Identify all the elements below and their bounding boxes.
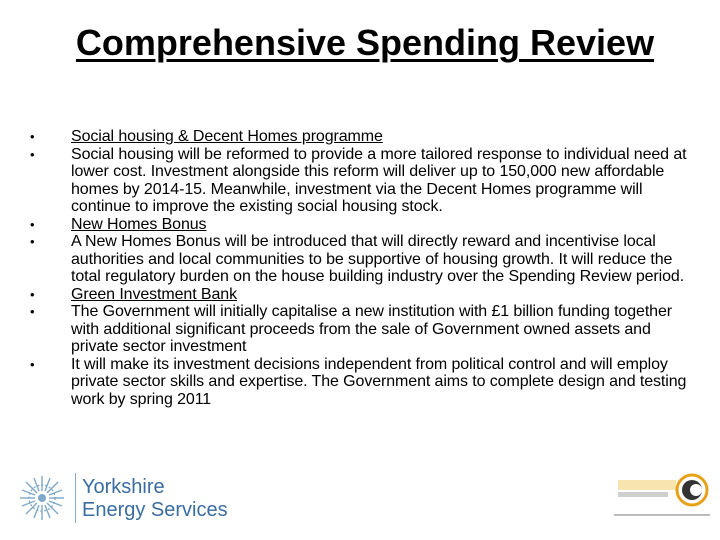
footer-divider	[75, 473, 76, 523]
bullet-icon: •	[30, 304, 35, 319]
bullet-icon: •	[30, 356, 35, 372]
bullet-text: It will make its investment decisions independent from political control and will employ private sector skills and expertise. The Government aims to complete design and testing work by spring 2011	[71, 355, 687, 408]
bullet-icon: •	[30, 286, 35, 302]
bullet-text: The Government will initially capitalise a new institution with £1 billion funding together with additional significant proceeds from the sale of Government owned assets and private sector investment	[71, 303, 673, 355]
bullet-item	[30, 128, 690, 146]
bullet-text: Social housing & Decent Homes programme	[71, 128, 383, 145]
bullet-item	[30, 356, 690, 409]
bullet-icon: •	[30, 234, 35, 249]
org-name	[82, 476, 228, 522]
org-name-line1: Yorkshire	[82, 476, 165, 498]
slide-title: Comprehensive Spending Review	[75, 22, 655, 63]
bullet-list	[30, 128, 690, 408]
bullet-item	[30, 233, 690, 286]
org-name-line2: Energy Services	[82, 499, 228, 521]
bullet-item	[30, 146, 690, 216]
bullet-item	[30, 286, 690, 304]
partner-logo-icon	[612, 468, 712, 524]
bullet-icon: •	[30, 129, 35, 144]
bullet-item	[30, 216, 690, 234]
bullet-item	[30, 303, 690, 356]
bullet-text: Green Investment Bank	[71, 285, 237, 303]
bullet-icon: •	[30, 146, 35, 162]
bullet-icon: •	[30, 216, 35, 232]
bullet-text: A New Homes Bonus will be introduced that will directly reward and incentivise local authorities and local communities to be supportive of housing growth. It will reduce the total regulatory burden on the house building industry over the Spending Review period.	[71, 233, 685, 285]
bullet-text: Social housing will be reformed to provide a more tailored response to individual need at lower cost. Investment alongside this reform will deliver up to 150,000 new affordable homes by 2014-15. Meanwhile, investment via the Decent Homes programme will continue to improve the existing social housing stock.	[71, 145, 687, 215]
bullet-text: New Homes Bonus	[71, 215, 207, 233]
